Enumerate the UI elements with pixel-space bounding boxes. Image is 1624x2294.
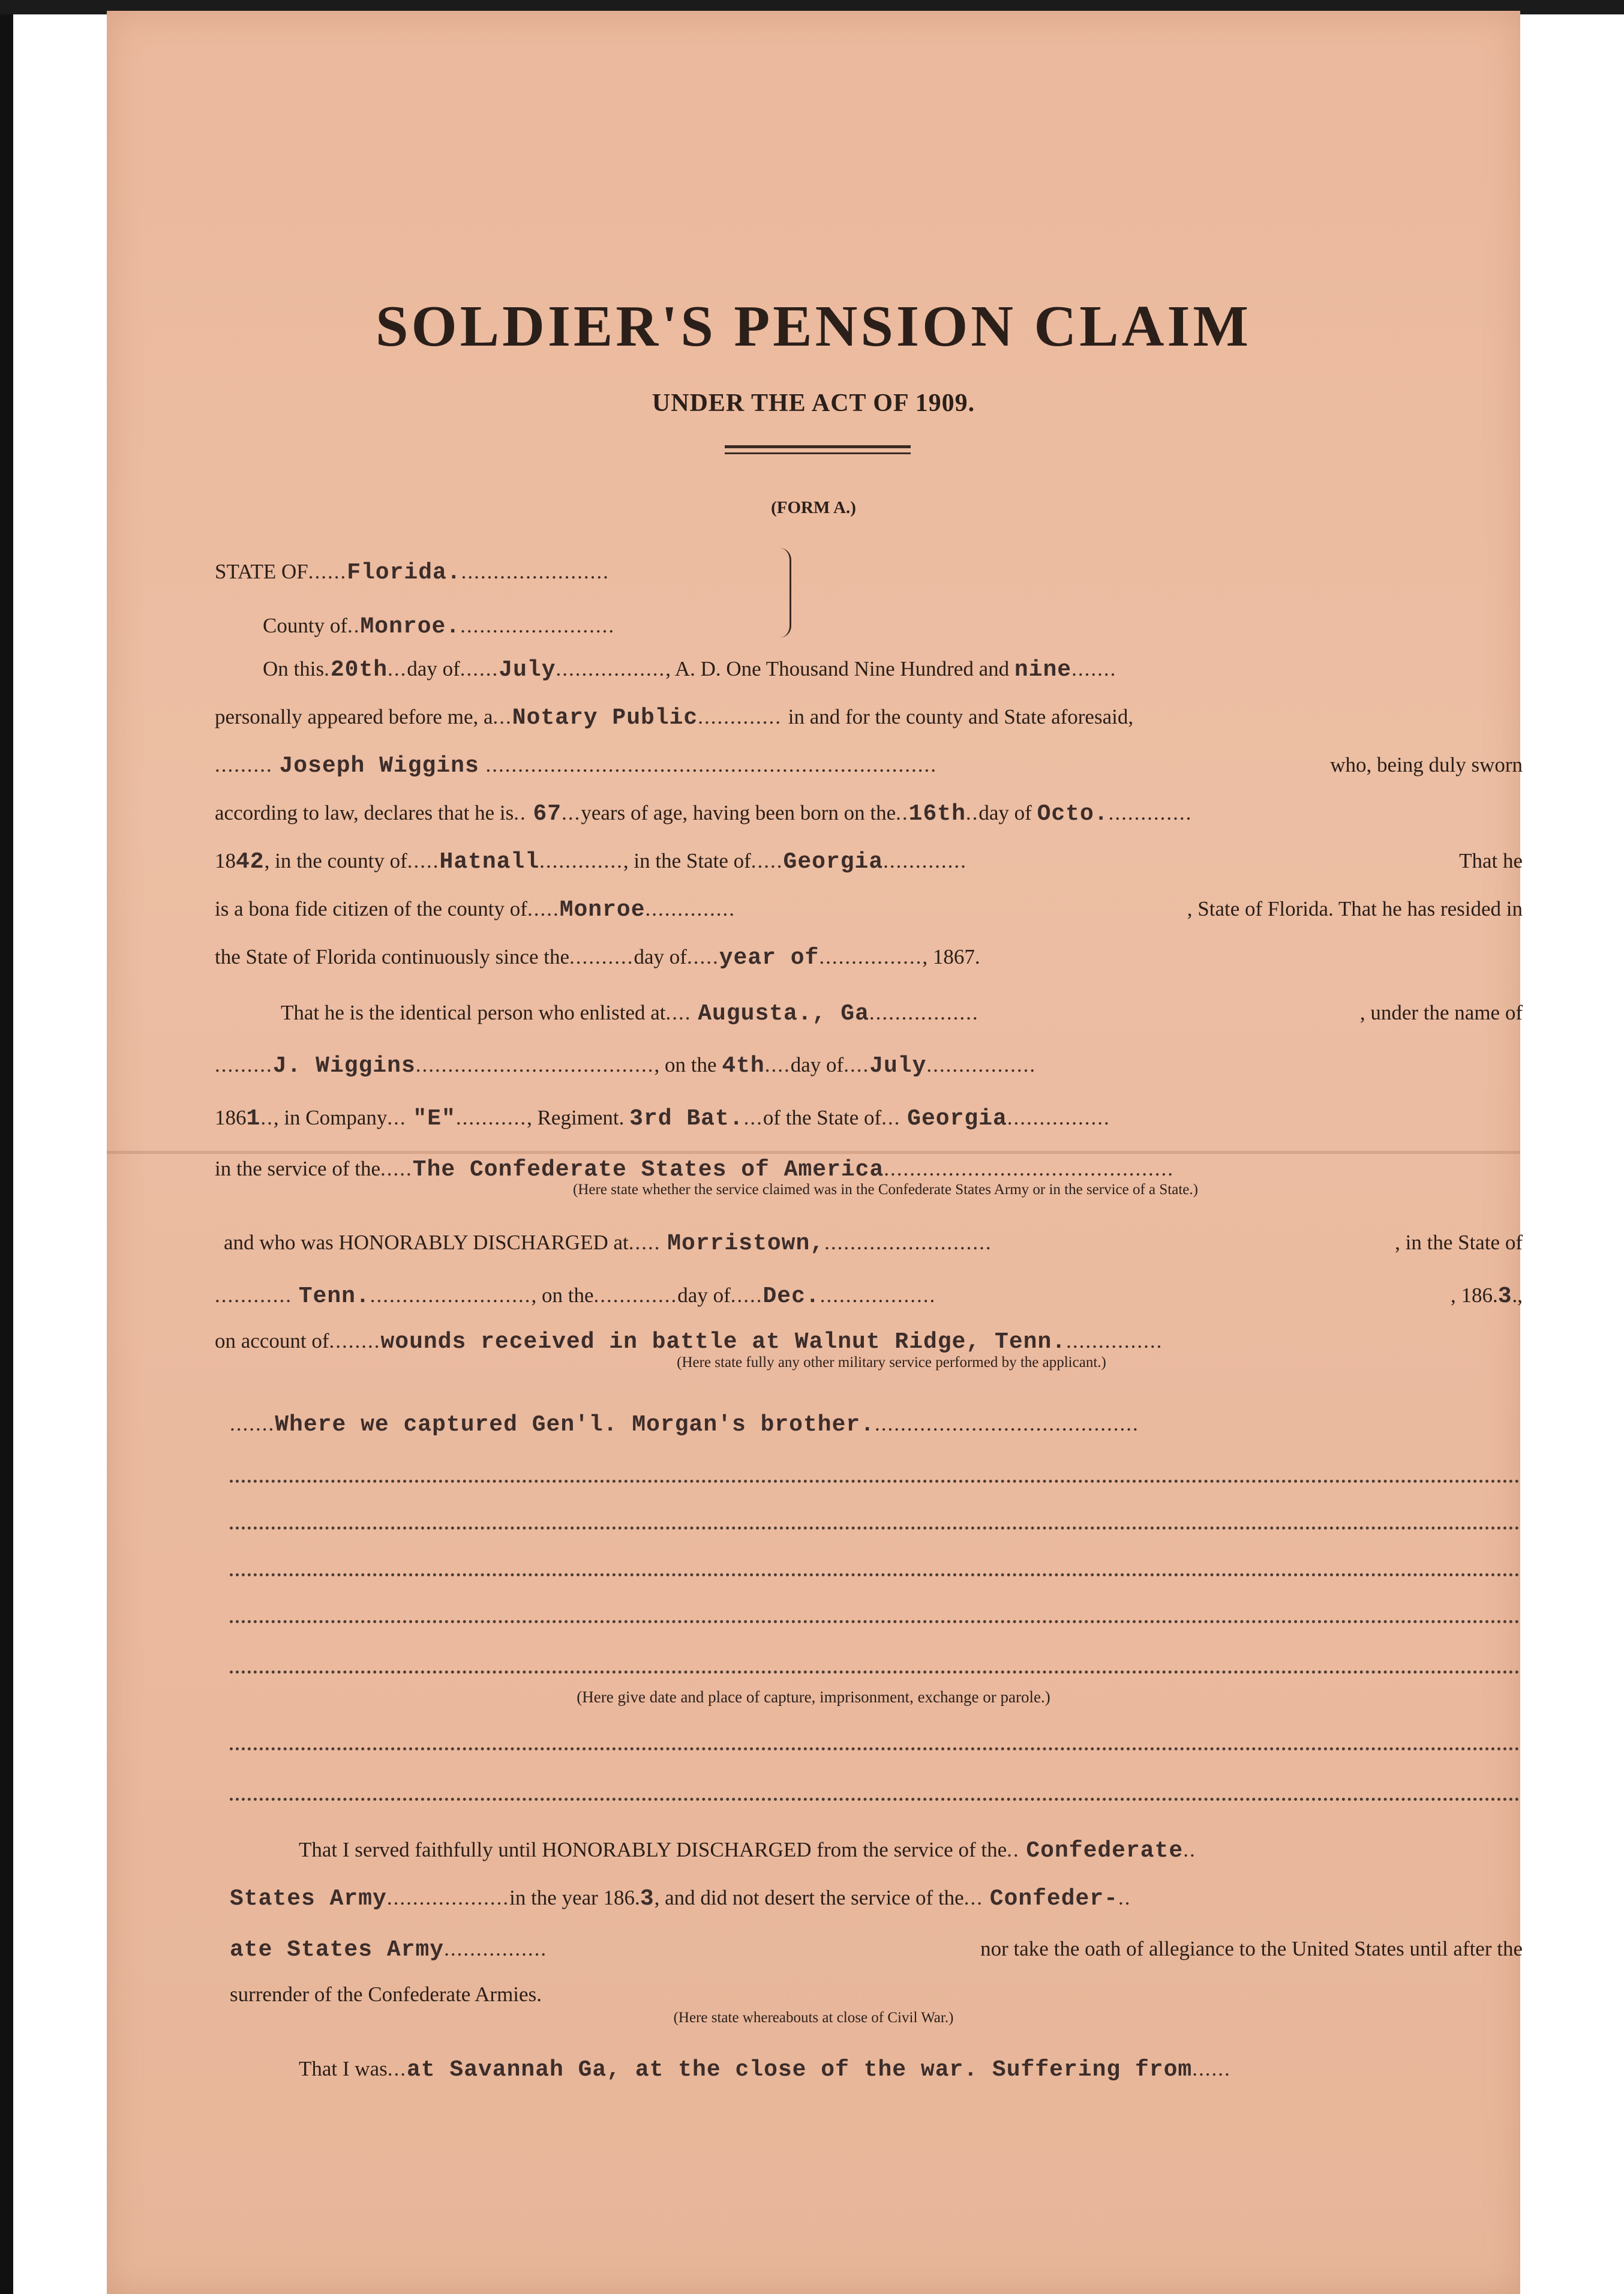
birth-county: Hatnall (439, 849, 540, 875)
official-title: Notary Public (512, 705, 698, 731)
document-title: SOLDIER'S PENSION CLAIM (375, 294, 1252, 359)
oath-month: July (499, 657, 556, 683)
county-value: Monroe. (360, 614, 461, 640)
birth-place-line: 18 42 , in the county of ..... Hatnall ............. , in the State of ..... Georgia ............. That he (215, 840, 1523, 882)
served-line: That I served faithfully until HONORABLY DISCHARGED from the service of the .. Confederate .. (299, 1829, 1523, 1871)
service-name: The Confederate States of America (412, 1157, 884, 1183)
served-year: 3 (640, 1886, 655, 1912)
oath-date-line: On this . 20th ... day of ...... July ................. , A. D. One Thousand Nine Hundred and nine ....... (263, 648, 1523, 690)
pension-claim-document (107, 11, 1523, 2294)
discharge-line: and who was HONORABLY DISCHARGED at ..... Morristown, .......................... , in the State of (224, 1222, 1523, 1264)
scan-left-border (0, 0, 13, 2294)
enlistment-month: July (869, 1053, 927, 1079)
birth-day: 16th (908, 801, 966, 827)
blank-line-2 (230, 1523, 1520, 1530)
enlistment-day: 4th (722, 1053, 765, 1079)
whereabouts-line: That I was ... at Savannah Ga, at the close of the war. Suffering from ...... (299, 2048, 1523, 2090)
claimant-name-line: ......... Joseph Wiggins ...................................................................... who, being duly sworn (215, 744, 1523, 786)
enlistment-place: Augusta., Ga (698, 1001, 869, 1027)
age-birth-line: according to law, declares that he is .. 67 ... years of age, having been born on the .. 16th .. day of Octo. ............. (215, 792, 1523, 834)
service-line: in the service of the ..... The Confederate States of America ............................................. (215, 1154, 1523, 1184)
form-label: (FORM A.) (771, 498, 856, 517)
regiment: 3rd Bat. (629, 1106, 744, 1132)
note-whereabouts: (Here state whereabouts at close of Civil War.) (673, 2010, 954, 2026)
discharge-reason: wounds received in battle at Walnut Ridge, Tenn. (380, 1329, 1067, 1355)
county-line: County of..Monroe......................... (263, 614, 616, 640)
state-value: Florida. (347, 560, 461, 586)
discharge-year: 3 (1497, 1284, 1512, 1309)
served-year-line: States Army ................... in the year 186. 3 , and did not desert the service of the ... Confeder- .. (230, 1877, 1523, 1919)
capture-detail-line: ....... Where we captured Gen'l. Morgan's brother. ......................................... (230, 1403, 1523, 1445)
citizenship-line: is a bona fide citizen of the county of ..... Monroe .............. , State of Florida. That he has resided in (215, 888, 1523, 930)
company: "E" (413, 1106, 456, 1132)
residence-since: year of (719, 945, 819, 971)
capture-detail: Where we captured Gen'l. Morgan's brother. (275, 1412, 875, 1438)
discharge-state: Tenn. (298, 1284, 370, 1309)
bracket (778, 548, 791, 638)
discharge-reason-line: on account of ........ wounds received in battle at Walnut Ridge, Tenn. ............... (215, 1326, 1523, 1356)
blank-line-4 (230, 1617, 1520, 1623)
enlistment-name-line: ......... J. Wiggins ..................................... , on the 4th .... day of .... July ................. (215, 1044, 1523, 1086)
oath-year: nine (1014, 657, 1072, 683)
company-regiment-line: 186 1 .. , in Company ... "E" ........... , Regiment. 3rd Bat. ... of the State of ... Georgia ................ (215, 1097, 1523, 1139)
enlistment-line: That he is the identical person who enlisted at .... Augusta., Ga ................. , under the name of (281, 992, 1523, 1034)
note-capture: (Here give date and place of capture, imprisonment, exchange or parole.) (577, 1688, 1050, 1706)
blank-line-7 (230, 1794, 1520, 1801)
discharge-place: Morristown, (667, 1231, 825, 1257)
whereabouts: at Savannah Ga, at the close of the war. Suffering from (406, 2057, 1193, 2083)
blank-line-5 (230, 1667, 1520, 1674)
state-line: STATE OF......Florida........................ (215, 560, 610, 586)
surrender-line: surrender of the Confederate Armies. (230, 1983, 542, 2006)
title-rule-top (725, 445, 911, 448)
birth-month: Octo. (1037, 801, 1109, 827)
regiment-state: Georgia (907, 1106, 1007, 1132)
blank-line-3 (230, 1570, 1520, 1576)
not-deserted-army-cont: ate States Army (230, 1937, 445, 1963)
discharge-date-line: ............ Tenn. ......................... , on the ............. day of ..... Dec. .................. , 186. 3 ., (215, 1275, 1523, 1317)
birth-year: 42 (236, 849, 265, 875)
blank-line-6 (230, 1744, 1520, 1750)
served-army-cont: States Army (230, 1886, 387, 1912)
enlistment-year: 1 (246, 1106, 261, 1132)
document-subtitle: UNDER THE ACT OF 1909. (652, 389, 975, 417)
birth-state: Georgia (783, 849, 884, 875)
served-army: Confederate (1026, 1838, 1184, 1864)
enlisted-name: J. Wiggins (272, 1053, 416, 1079)
oath-day: 20th (330, 657, 388, 683)
blank-line-1 (230, 1476, 1520, 1483)
notary-line: personally appeared before me, a ... Notary Public ............. in and for the county and State aforesaid, (215, 696, 1523, 738)
claimant-name: Joseph Wiggins (279, 753, 479, 779)
allegiance-line: ate States Army ................ nor take the oath of allegiance to the United States until after the (230, 1928, 1523, 1970)
residence-since-line: the State of Florida continuously since the .......... day of ..... year of ................ , 1867. (215, 936, 1523, 978)
discharge-month: Dec. (763, 1284, 820, 1309)
resident-county: Monroe (559, 897, 646, 923)
note-service: (Here state whether the service claimed was in the Confederate States Army or in the service of a State.) (573, 1182, 1198, 1198)
title-rule-bottom (725, 452, 911, 454)
note-military: (Here state fully any other military service performed by the applicant.) (677, 1354, 1106, 1371)
claimant-age: 67 (533, 801, 562, 827)
not-deserted-army: Confeder- (989, 1886, 1118, 1912)
